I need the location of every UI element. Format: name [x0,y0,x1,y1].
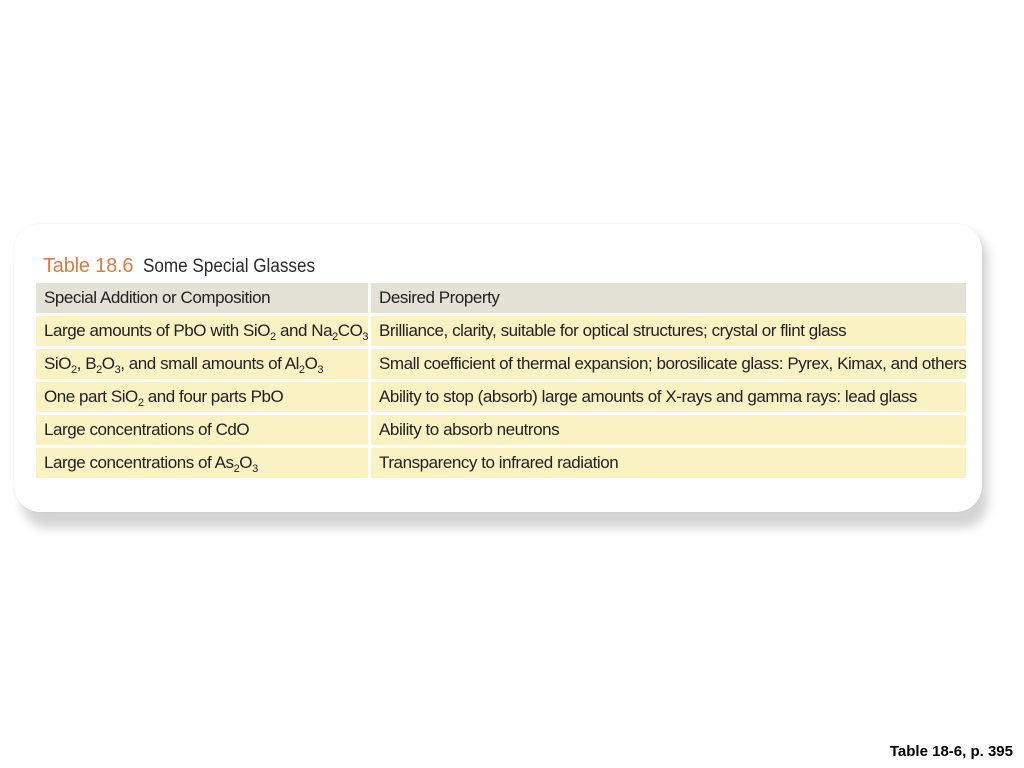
table-row [36,415,966,445]
composition-text: O [304,354,318,373]
property-cell: Brilliance, clarity, suitable for optical structures; crystal or flint glass [371,316,966,346]
composition-text: and Na [275,321,333,340]
subscript: 2 [71,364,77,376]
composition-text: and four parts PbO [143,387,284,406]
subscript: 3 [317,364,324,376]
subscript: 2 [270,331,276,343]
composition-text: O [239,453,253,472]
subscript: 2 [298,364,305,376]
table-number: Table 18.6 [43,255,134,277]
composition-cell [36,415,371,445]
table-row [36,316,966,346]
composition-text: , B [76,354,97,373]
slide-reference: Table 18-6, p. 395 [889,743,1013,760]
subscript: 2 [96,364,102,376]
property-cell: Ability to absorb neutrons [371,415,966,445]
header-composition: Special Addition or Composition [36,283,371,313]
composition-text: Large concentrations of As [44,453,234,472]
table-caption: Some Special Glasses [143,256,316,277]
subscript: 3 [114,364,121,376]
composition-text: O [101,354,115,373]
composition-cell [36,316,371,346]
special-glasses-table [36,280,966,481]
composition-cell [36,382,371,412]
composition-text: CO [337,321,363,340]
composition-text: SiO [44,354,71,373]
subscript: 2 [332,331,338,343]
composition-cell [36,349,371,379]
subscript: 3 [362,331,369,343]
subscript: 3 [252,463,258,475]
property-cell: Transparency to infrared radiation [371,448,966,478]
table-body [36,316,966,478]
property-cell: Ability to stop (absorb) large amounts of X-rays and gamma rays: lead glass [371,382,966,412]
property-cell: Small coefficient of thermal expansion; borosilicate glass: Pyrex, Kimax, and others [371,349,966,379]
table-row [36,448,966,478]
composition-text: Large concentrations of CdO [44,420,250,439]
composition-text: , and small amounts of Al [120,354,299,373]
table-header-row [36,283,966,313]
subscript: 2 [233,463,240,475]
composition-cell [36,448,371,478]
table-row [36,382,966,412]
header-property: Desired Property [371,283,966,313]
table-title [43,255,334,279]
composition-text: One part SiO [44,387,138,406]
table-row [36,349,966,379]
subscript: 2 [137,397,144,409]
composition-text: Large amounts of PbO with SiO [44,321,271,340]
